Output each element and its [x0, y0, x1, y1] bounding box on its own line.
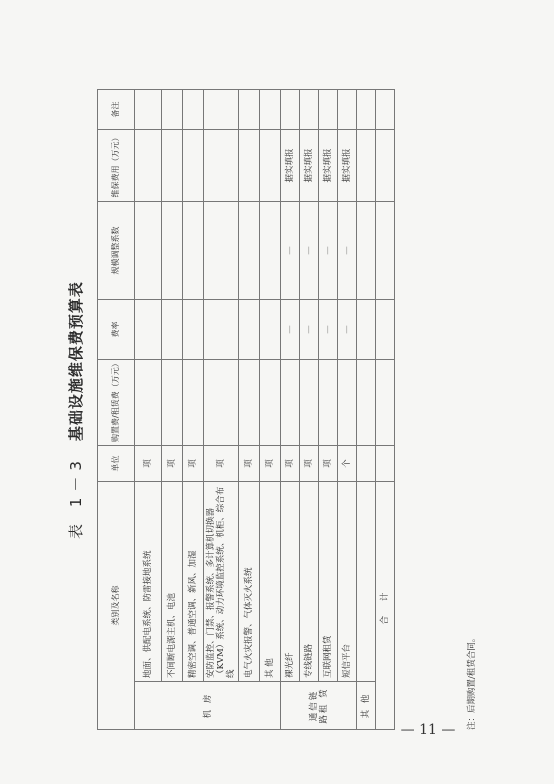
row-maint: [135, 130, 162, 202]
row-adj: [204, 202, 239, 300]
row-adj: [357, 202, 376, 300]
row-adj: [135, 202, 162, 300]
row-cost: [135, 360, 162, 446]
row-remark: [357, 90, 376, 130]
total-rate: [376, 300, 395, 360]
row-cost: [338, 360, 357, 446]
row-rate: —: [338, 300, 357, 360]
row-rate: [135, 300, 162, 360]
row-rate: —: [281, 300, 300, 360]
group-network: 通信链路租 赁: [281, 682, 357, 730]
header-maint: 维保费用（万元）: [98, 130, 135, 202]
row-adj: —: [319, 202, 338, 300]
table-row: [260, 90, 281, 730]
row-remark: [319, 90, 338, 130]
total-remark: [376, 90, 395, 130]
row-adj: [260, 202, 281, 300]
row-rate: [239, 300, 260, 360]
rotated-table-area: [65, 90, 485, 730]
row-adj: [239, 202, 260, 300]
row-maint: [239, 130, 260, 202]
page-number: — 11 —: [400, 722, 456, 738]
row-name: 不间断电源主机、电池: [162, 482, 183, 682]
header-rate: 费率: [98, 300, 135, 360]
row-maint: [162, 130, 183, 202]
row-maint: [204, 130, 239, 202]
total-maint: [376, 130, 395, 202]
table-note: 注：后期购置/租赁合同。: [467, 633, 477, 730]
row-name: 电气火灾报警、气体灭火系统: [239, 482, 260, 682]
row-maint: [357, 130, 376, 202]
row-unit: 项: [300, 446, 319, 482]
row-cost: [300, 360, 319, 446]
row-unit: 项: [319, 446, 338, 482]
row-cost: [319, 360, 338, 446]
group-machine-room: 机 房: [135, 682, 281, 730]
row-rate: —: [300, 300, 319, 360]
row-unit: 项: [162, 446, 183, 482]
row-name: 精密空调、普通空调、新风、加湿: [183, 482, 204, 682]
total-adj: [376, 202, 395, 300]
row-unit: 项: [281, 446, 300, 482]
row-cost: [204, 360, 239, 446]
row-rate: [260, 300, 281, 360]
row-cost: [239, 360, 260, 446]
row-unit: 项: [260, 446, 281, 482]
row-rate: [183, 300, 204, 360]
header-row: [98, 90, 135, 730]
row-rate: —: [319, 300, 338, 360]
row-adj: [183, 202, 204, 300]
table-row: [183, 90, 204, 730]
row-adj: —: [338, 202, 357, 300]
row-remark: [260, 90, 281, 130]
row-cost: [281, 360, 300, 446]
table-row: [162, 90, 183, 730]
row-unit: 项: [239, 446, 260, 482]
row-maint: 据实填报: [281, 130, 300, 202]
row-rate: [204, 300, 239, 360]
row-adj: —: [300, 202, 319, 300]
row-remark: [239, 90, 260, 130]
table-row: [338, 90, 357, 730]
row-remark: [300, 90, 319, 130]
table-number: 表 1－3: [67, 455, 85, 539]
table-caption: [65, 90, 91, 730]
row-adj: [162, 202, 183, 300]
budget-table: [97, 89, 395, 730]
row-rate: [357, 300, 376, 360]
table-row: [319, 90, 338, 730]
total-row: [376, 90, 395, 730]
group-other: 其 他: [357, 682, 376, 730]
row-name: 裸光纤: [281, 482, 300, 682]
row-remark: [281, 90, 300, 130]
total-cost: [376, 360, 395, 446]
row-cost: [162, 360, 183, 446]
table-row: [239, 90, 260, 730]
header-unit: 单位: [98, 446, 135, 482]
table-row: [300, 90, 319, 730]
row-name: [357, 482, 376, 682]
header-adj: 规模调整系数: [98, 202, 135, 300]
row-name: 专线链路: [300, 482, 319, 682]
row-remark: [183, 90, 204, 130]
row-unit: 项: [183, 446, 204, 482]
row-name: 短信平台: [338, 482, 357, 682]
row-remark: [162, 90, 183, 130]
row-unit: 项: [204, 446, 239, 482]
row-cost: [260, 360, 281, 446]
header-category: 类别及名称: [98, 482, 135, 730]
row-maint: [260, 130, 281, 202]
row-maint: [183, 130, 204, 202]
table-row: [281, 90, 300, 730]
row-rate: [162, 300, 183, 360]
total-unit: [376, 446, 395, 482]
row-name: 互联网租赁: [319, 482, 338, 682]
row-name: 地面、供配电系统、防雷接地系统: [135, 482, 162, 682]
header-remark: 备注: [98, 90, 135, 130]
row-remark: [204, 90, 239, 130]
row-unit: [357, 446, 376, 482]
row-adj: —: [281, 202, 300, 300]
row-remark: [135, 90, 162, 130]
table-row: [135, 90, 162, 730]
row-maint: 据实填报: [300, 130, 319, 202]
row-cost: [357, 360, 376, 446]
row-maint: 据实填报: [338, 130, 357, 202]
row-cost: [183, 360, 204, 446]
table-row: [204, 90, 239, 730]
row-unit: 个: [338, 446, 357, 482]
row-remark: [338, 90, 357, 130]
header-cost: 购置费/租赁费（万元）: [98, 360, 135, 446]
row-name: 安防监控、门禁、报警系统、多计算机切换器（KVM）系统、动力环境监控系统、机柜、综合布线: [204, 482, 239, 682]
row-unit: 项: [135, 446, 162, 482]
row-maint: 据实填报: [319, 130, 338, 202]
table-title: 基础设施维保费预算表: [67, 281, 85, 442]
table-row: [357, 90, 376, 730]
total-label: 合 计: [376, 482, 395, 730]
row-name: 其 他: [260, 482, 281, 682]
